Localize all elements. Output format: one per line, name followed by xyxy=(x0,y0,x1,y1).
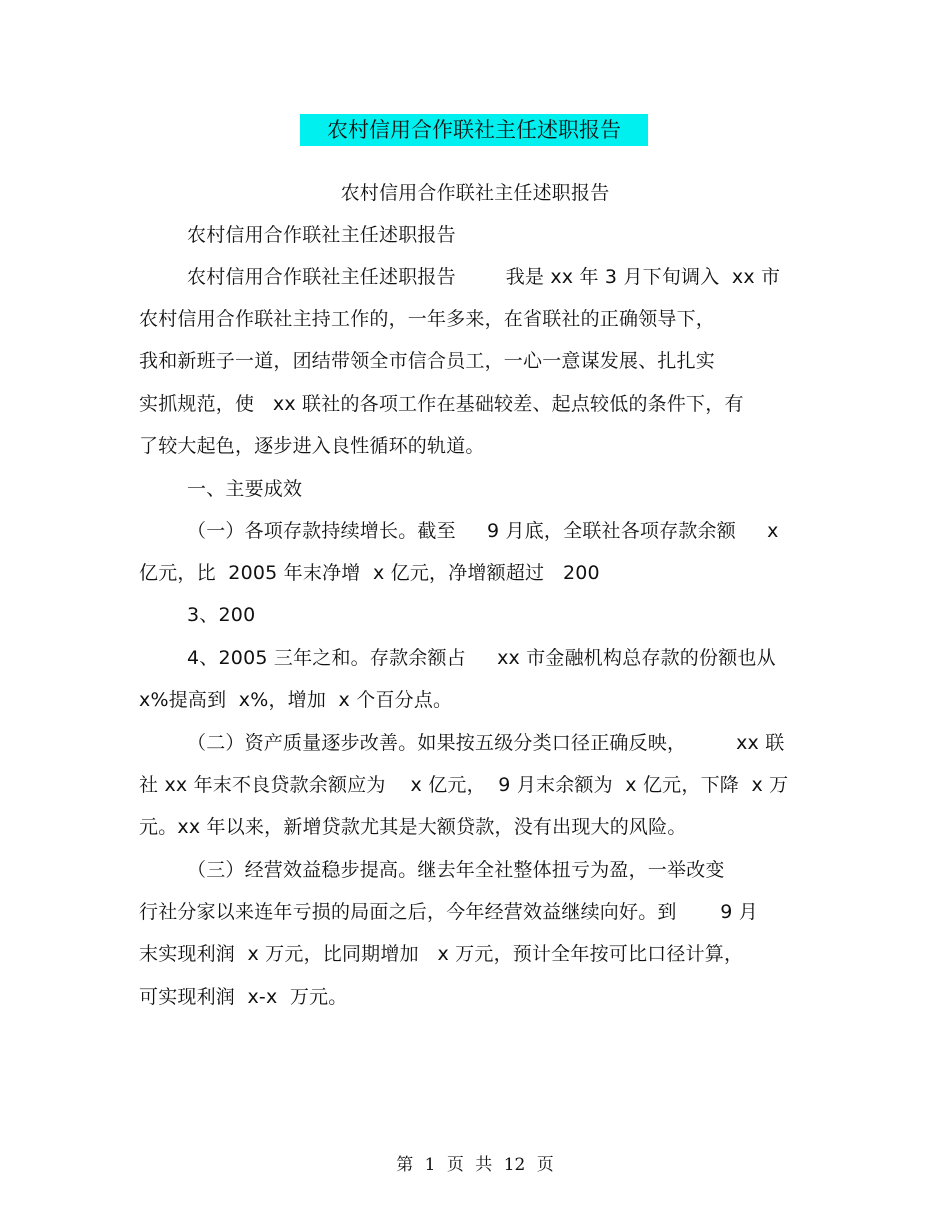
highlighted-title: 农村信用合作联社主任述职报告 xyxy=(300,114,648,146)
paragraph-line: 亿元，比 2005 年末净增 x 亿元，净增额超过 200 xyxy=(139,562,600,584)
paragraph-line: 4、2005 三年之和。存款余额占 xx 市金融机构总存款的份额也从 xyxy=(187,647,776,669)
section-heading: 一、主要成效 xyxy=(187,478,303,500)
paragraph-line: 农村信用合作联社主任述职报告 我是 xx 年 3 月下旬调入 xx 市 xyxy=(187,266,781,288)
subtitle: 农村信用合作联社主任述职报告 xyxy=(340,182,610,204)
paragraph-line: （二）资产质量逐步改善。如果按五级分类口径正确反映， xx 联 xyxy=(187,732,785,754)
paragraph-line: 实抓规范，使 xx 联社的各项工作在基础较差、起点较低的条件下，有 xyxy=(139,393,744,415)
paragraph-line: 农村信用合作联社主任述职报告 xyxy=(187,224,456,246)
paragraph-line: 元。xx 年以来，新增贷款尤其是大额贷款，没有出现大的风险。 xyxy=(139,816,687,838)
paragraph-line: 了较大起色，逐步进入良性循环的轨道。 xyxy=(139,435,485,457)
paragraph-line: 可实现利润 x-x 万元。 xyxy=(139,986,348,1008)
paragraph-line: x%提高到 x%，增加 x 个百分点。 xyxy=(139,689,453,711)
paragraph-line: 我和新班子一道，团结带领全市信合员工，一心一意谋发展、扎扎实 xyxy=(139,350,716,372)
paragraph-line: 社 xx 年末不良贷款余额应为 x 亿元， 9 月末余额为 x 亿元，下降 x 万 xyxy=(139,774,789,796)
paragraph-line: （一）各项存款持续增长。截至 9 月底，全联社各项存款余额 x xyxy=(187,520,779,542)
paragraph-line: 行社分家以来连年亏损的局面之后，今年经营效益继续向好。到 9 月 xyxy=(139,901,759,923)
paragraph-line: 农村信用合作联社主持工作的，一年多来，在省联社的正确领导下， xyxy=(139,308,716,330)
paragraph-line: 末实现利润 x 万元，比同期增加 x 万元，预计全年按可比口径计算， xyxy=(139,943,744,965)
paragraph-line: （三）经营效益稳步提高。继去年全社整体扭亏为盈，一举改变 xyxy=(187,859,725,881)
paragraph-line: 3、200 xyxy=(187,604,256,626)
page-number-footer: 第 1 页 共 12 页 xyxy=(396,1155,554,1175)
